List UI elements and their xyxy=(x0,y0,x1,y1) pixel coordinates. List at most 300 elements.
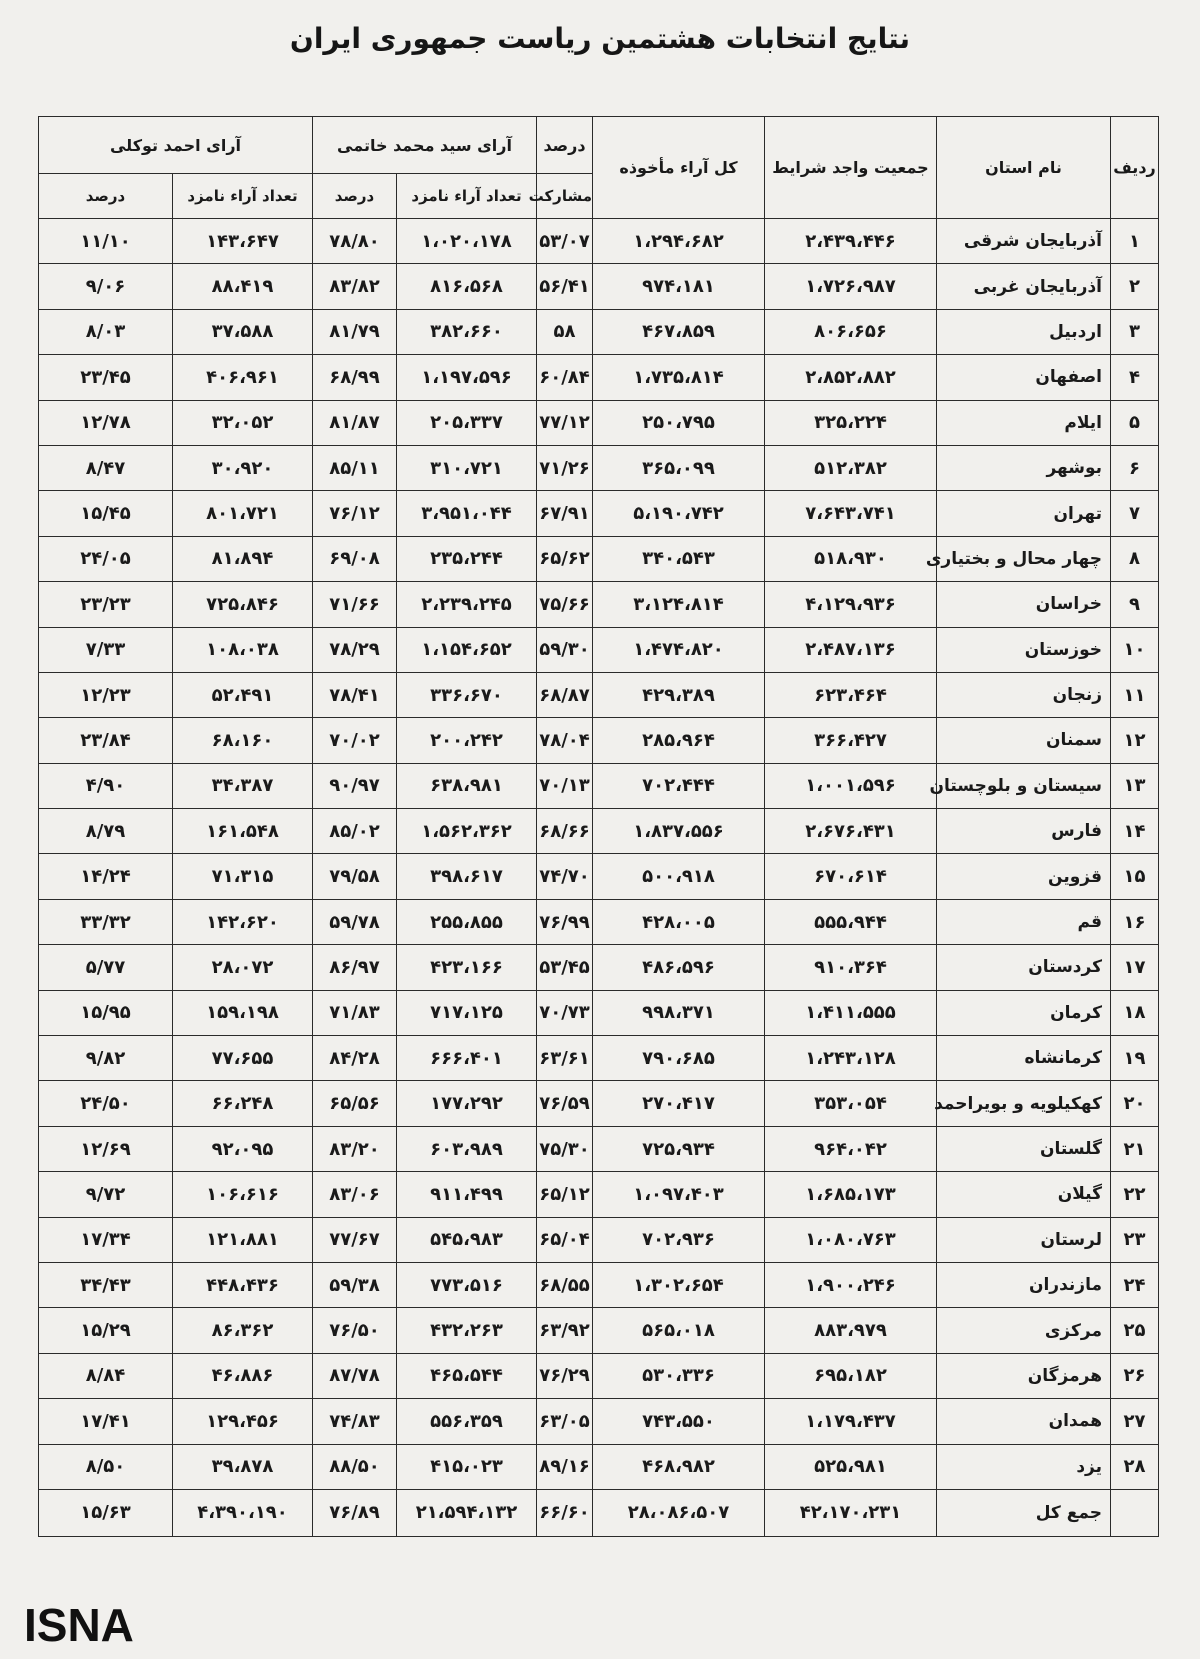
header-khatami-percent: درصد xyxy=(313,174,397,219)
table-row xyxy=(39,854,1159,899)
eligible-population: ۶۷۰،۶۱۴ xyxy=(765,854,937,899)
eligible-population: ۵۲۵،۹۸۱ xyxy=(765,1444,937,1489)
row-number: ۱ xyxy=(1111,219,1159,264)
row-number: ۶ xyxy=(1111,445,1159,490)
total-votes: ۵۶۵،۰۱۸ xyxy=(593,1308,765,1353)
eligible-population: ۷،۶۴۳،۷۴۱ xyxy=(765,491,937,536)
province-name: گیلان xyxy=(937,1172,1111,1217)
total-votes: ۲۸۵،۹۶۴ xyxy=(593,718,765,763)
table-row xyxy=(39,1444,1159,1489)
province-name: بوشهر xyxy=(937,445,1111,490)
table-row xyxy=(39,536,1159,581)
table-row xyxy=(39,1217,1159,1262)
eligible-population: ۵۱۸،۹۳۰ xyxy=(765,536,937,581)
turnout-percent: ۷۶/۲۹ xyxy=(537,1353,593,1398)
eligible-population: ۱،۱۷۹،۴۳۷ xyxy=(765,1399,937,1444)
total-votes: ۱،۲۹۴،۶۸۲ xyxy=(593,219,765,264)
row-number: ۹ xyxy=(1111,582,1159,627)
turnout-percent: ۵۸ xyxy=(537,309,593,354)
eligible-population: ۱،۹۰۰،۲۴۶ xyxy=(765,1262,937,1307)
tavakoli-percent: ۱۵/۲۹ xyxy=(39,1308,173,1353)
eligible-population: ۴۲،۱۷۰،۲۳۱ xyxy=(765,1489,937,1536)
khatami-percent: ۹۰/۹۷ xyxy=(313,763,397,808)
tavakoli-percent: ۸/۸۴ xyxy=(39,1353,173,1398)
khatami-votes: ۲۵۵،۸۵۵ xyxy=(397,899,537,944)
total-votes: ۷۲۵،۹۳۴ xyxy=(593,1126,765,1171)
row-number: ۲۷ xyxy=(1111,1399,1159,1444)
table-row xyxy=(39,945,1159,990)
total-votes: ۳۶۵،۰۹۹ xyxy=(593,445,765,490)
eligible-population: ۸۸۳،۹۷۹ xyxy=(765,1308,937,1353)
turnout-percent: ۷۰/۷۳ xyxy=(537,990,593,1035)
khatami-votes: ۴۶۵،۵۴۴ xyxy=(397,1353,537,1398)
khatami-percent: ۸۷/۷۸ xyxy=(313,1353,397,1398)
province-name: مازندران xyxy=(937,1262,1111,1307)
tavakoli-percent: ۷/۳۳ xyxy=(39,627,173,672)
results-table-wrapper xyxy=(38,116,1158,1537)
tavakoli-percent: ۹/۸۲ xyxy=(39,1036,173,1081)
total-votes: ۴۲۸،۰۰۵ xyxy=(593,899,765,944)
total-votes: ۴۲۹،۳۸۹ xyxy=(593,672,765,717)
tavakoli-percent: ۱۴/۲۴ xyxy=(39,854,173,899)
turnout-percent: ۶۸/۵۵ xyxy=(537,1262,593,1307)
tavakoli-votes: ۱۰۸،۰۳۸ xyxy=(173,627,313,672)
row-number: ۲۳ xyxy=(1111,1217,1159,1262)
khatami-percent: ۶۵/۵۶ xyxy=(313,1081,397,1126)
table-row xyxy=(39,582,1159,627)
row-number: ۲۸ xyxy=(1111,1444,1159,1489)
khatami-percent: ۷۱/۸۳ xyxy=(313,990,397,1035)
khatami-votes: ۱،۱۵۴،۶۵۲ xyxy=(397,627,537,672)
tavakoli-votes: ۷۱،۳۱۵ xyxy=(173,854,313,899)
province-name: یزد xyxy=(937,1444,1111,1489)
khatami-votes: ۵۵۶،۳۵۹ xyxy=(397,1399,537,1444)
table-row xyxy=(39,672,1159,717)
total-votes: ۹۹۸،۳۷۱ xyxy=(593,990,765,1035)
khatami-percent: ۸۵/۱۱ xyxy=(313,445,397,490)
row-number: ۱۵ xyxy=(1111,854,1159,899)
tavakoli-percent: ۱۲/۷۸ xyxy=(39,400,173,445)
table-row xyxy=(39,627,1159,672)
khatami-percent: ۸۱/۷۹ xyxy=(313,309,397,354)
tavakoli-percent: ۹/۷۲ xyxy=(39,1172,173,1217)
khatami-votes: ۸۱۶،۵۶۸ xyxy=(397,264,537,309)
turnout-percent: ۵۹/۳۰ xyxy=(537,627,593,672)
turnout-percent: ۷۱/۲۶ xyxy=(537,445,593,490)
total-votes: ۱،۷۳۵،۸۱۴ xyxy=(593,355,765,400)
tavakoli-percent: ۲۴/۵۰ xyxy=(39,1081,173,1126)
khatami-percent: ۷۱/۶۶ xyxy=(313,582,397,627)
header-khatami: آرای سید محمد خاتمی xyxy=(313,117,537,174)
province-name: کهکیلویه و بویراحمد xyxy=(937,1081,1111,1126)
total-votes: ۹۷۴،۱۸۱ xyxy=(593,264,765,309)
khatami-percent: ۷۷/۶۷ xyxy=(313,1217,397,1262)
row-number: ۵ xyxy=(1111,400,1159,445)
total-votes: ۷۴۳،۵۵۰ xyxy=(593,1399,765,1444)
tavakoli-percent: ۱۵/۶۳ xyxy=(39,1489,173,1536)
eligible-population: ۳۵۳،۰۵۴ xyxy=(765,1081,937,1126)
tavakoli-votes: ۲۸،۰۷۲ xyxy=(173,945,313,990)
tavakoli-percent: ۵/۷۷ xyxy=(39,945,173,990)
khatami-votes: ۱۷۷،۲۹۲ xyxy=(397,1081,537,1126)
turnout-percent: ۶۳/۰۵ xyxy=(537,1399,593,1444)
tavakoli-votes: ۳۴،۳۸۷ xyxy=(173,763,313,808)
turnout-percent: ۶۸/۶۶ xyxy=(537,809,593,854)
turnout-percent: ۷۰/۱۳ xyxy=(537,763,593,808)
eligible-population: ۵۵۵،۹۴۴ xyxy=(765,899,937,944)
province-name: ایلام xyxy=(937,400,1111,445)
tavakoli-percent: ۱۱/۱۰ xyxy=(39,219,173,264)
khatami-percent: ۸۵/۰۲ xyxy=(313,809,397,854)
header-khatami-votes: تعداد آراء نامزد xyxy=(397,174,537,219)
khatami-votes: ۳۳۶،۶۷۰ xyxy=(397,672,537,717)
turnout-percent: ۶۰/۸۴ xyxy=(537,355,593,400)
eligible-population: ۵۱۲،۳۸۲ xyxy=(765,445,937,490)
khatami-percent: ۶۸/۹۹ xyxy=(313,355,397,400)
province-name: فارس xyxy=(937,809,1111,854)
header-turnout-top: درصد xyxy=(537,117,593,174)
table-row xyxy=(39,809,1159,854)
tavakoli-votes: ۳۰،۹۲۰ xyxy=(173,445,313,490)
tavakoli-votes: ۳۲،۰۵۲ xyxy=(173,400,313,445)
header-province: نام استان xyxy=(937,117,1111,219)
total-votes: ۷۰۲،۴۴۴ xyxy=(593,763,765,808)
tavakoli-percent: ۱۲/۲۳ xyxy=(39,672,173,717)
province-name: همدان xyxy=(937,1399,1111,1444)
table-row xyxy=(39,491,1159,536)
province-name: سمنان xyxy=(937,718,1111,763)
total-votes: ۱،۳۰۲،۶۵۴ xyxy=(593,1262,765,1307)
khatami-votes: ۶۳۸،۹۸۱ xyxy=(397,763,537,808)
khatami-votes: ۱،۵۶۲،۳۶۲ xyxy=(397,809,537,854)
province-name: کردستان xyxy=(937,945,1111,990)
table-row xyxy=(39,899,1159,944)
row-number: ۱۴ xyxy=(1111,809,1159,854)
table-row xyxy=(39,1399,1159,1444)
tavakoli-votes: ۱۴۲،۶۲۰ xyxy=(173,899,313,944)
row-number: ۱۶ xyxy=(1111,899,1159,944)
province-name: قم xyxy=(937,899,1111,944)
tavakoli-votes: ۸۱،۸۹۴ xyxy=(173,536,313,581)
table-row xyxy=(39,990,1159,1035)
tavakoli-votes: ۵۲،۴۹۱ xyxy=(173,672,313,717)
turnout-percent: ۶۶/۶۰ xyxy=(537,1489,593,1536)
tavakoli-percent: ۱۵/۹۵ xyxy=(39,990,173,1035)
province-name: گلستان xyxy=(937,1126,1111,1171)
tavakoli-votes: ۱۶۱،۵۴۸ xyxy=(173,809,313,854)
total-votes: ۲۸،۰۸۶،۵۰۷ xyxy=(593,1489,765,1536)
tavakoli-percent: ۲۳/۲۳ xyxy=(39,582,173,627)
tavakoli-votes: ۱۲۹،۴۵۶ xyxy=(173,1399,313,1444)
table-row xyxy=(39,1353,1159,1398)
row-number: ۱۰ xyxy=(1111,627,1159,672)
eligible-population: ۹۱۰،۳۶۴ xyxy=(765,945,937,990)
eligible-population: ۹۶۴،۰۴۲ xyxy=(765,1126,937,1171)
tavakoli-votes: ۳۹،۸۷۸ xyxy=(173,1444,313,1489)
khatami-votes: ۷۷۳،۵۱۶ xyxy=(397,1262,537,1307)
tavakoli-votes: ۹۲،۰۹۵ xyxy=(173,1126,313,1171)
total-votes: ۵،۱۹۰،۷۴۲ xyxy=(593,491,765,536)
province-name: اردبیل xyxy=(937,309,1111,354)
province-name: قزوین xyxy=(937,854,1111,899)
khatami-votes: ۴۳۲،۲۶۳ xyxy=(397,1308,537,1353)
row-number: ۲۰ xyxy=(1111,1081,1159,1126)
tavakoli-percent: ۲۳/۴۵ xyxy=(39,355,173,400)
turnout-percent: ۶۸/۸۷ xyxy=(537,672,593,717)
khatami-votes: ۶۶۶،۴۰۱ xyxy=(397,1036,537,1081)
tavakoli-votes: ۶۶،۲۴۸ xyxy=(173,1081,313,1126)
khatami-percent: ۸۱/۸۷ xyxy=(313,400,397,445)
total-votes: ۳،۱۲۴،۸۱۴ xyxy=(593,582,765,627)
khatami-percent: ۵۹/۷۸ xyxy=(313,899,397,944)
eligible-population: ۱،۰۸۰،۷۶۳ xyxy=(765,1217,937,1262)
turnout-percent: ۷۵/۳۰ xyxy=(537,1126,593,1171)
tavakoli-percent: ۲۳/۸۴ xyxy=(39,718,173,763)
khatami-votes: ۳۹۸،۶۱۷ xyxy=(397,854,537,899)
header-total-votes: کل آراء مأخوذه xyxy=(593,117,765,219)
tavakoli-votes: ۳۷،۵۸۸ xyxy=(173,309,313,354)
province-name: لرستان xyxy=(937,1217,1111,1262)
turnout-percent: ۸۹/۱۶ xyxy=(537,1444,593,1489)
row-number: ۱۹ xyxy=(1111,1036,1159,1081)
khatami-votes: ۳،۹۵۱،۰۴۴ xyxy=(397,491,537,536)
province-name: آذربایجان شرقی xyxy=(937,219,1111,264)
khatami-votes: ۲۳۵،۲۴۴ xyxy=(397,536,537,581)
total-votes: ۲۷۰،۴۱۷ xyxy=(593,1081,765,1126)
khatami-percent: ۷۶/۵۰ xyxy=(313,1308,397,1353)
khatami-percent: ۷۶/۱۲ xyxy=(313,491,397,536)
khatami-percent: ۸۳/۸۲ xyxy=(313,264,397,309)
khatami-percent: ۸۳/۰۶ xyxy=(313,1172,397,1217)
khatami-votes: ۱،۰۲۰،۱۷۸ xyxy=(397,219,537,264)
total-votes: ۷۹۰،۶۸۵ xyxy=(593,1036,765,1081)
khatami-percent: ۷۶/۸۹ xyxy=(313,1489,397,1536)
tavakoli-votes: ۷۲۵،۸۴۶ xyxy=(173,582,313,627)
table-row xyxy=(39,309,1159,354)
eligible-population: ۱،۶۸۵،۱۷۳ xyxy=(765,1172,937,1217)
table-row xyxy=(39,445,1159,490)
khatami-votes: ۲۰۵،۳۳۷ xyxy=(397,400,537,445)
khatami-percent: ۷۸/۲۹ xyxy=(313,627,397,672)
tavakoli-votes: ۱۰۶،۶۱۶ xyxy=(173,1172,313,1217)
province-name: کرمان xyxy=(937,990,1111,1035)
tavakoli-votes: ۱۵۹،۱۹۸ xyxy=(173,990,313,1035)
tavakoli-votes: ۸۸،۴۱۹ xyxy=(173,264,313,309)
turnout-percent: ۶۵/۱۲ xyxy=(537,1172,593,1217)
turnout-percent: ۷۸/۰۴ xyxy=(537,718,593,763)
khatami-votes: ۷۱۷،۱۲۵ xyxy=(397,990,537,1035)
row-number: ۱۸ xyxy=(1111,990,1159,1035)
header-tavakoli-votes: تعداد آراء نامزد xyxy=(173,174,313,219)
khatami-votes: ۲۱،۵۹۴،۱۳۲ xyxy=(397,1489,537,1536)
row-number: ۲۲ xyxy=(1111,1172,1159,1217)
khatami-percent: ۷۸/۸۰ xyxy=(313,219,397,264)
row-number: ۴ xyxy=(1111,355,1159,400)
table-row xyxy=(39,1081,1159,1126)
province-name: هرمزگان xyxy=(937,1353,1111,1398)
row-number: ۲۵ xyxy=(1111,1308,1159,1353)
khatami-percent: ۸۶/۹۷ xyxy=(313,945,397,990)
table-row xyxy=(39,400,1159,445)
turnout-percent: ۷۵/۶۶ xyxy=(537,582,593,627)
tavakoli-percent: ۸/۷۹ xyxy=(39,809,173,854)
tavakoli-percent: ۴/۹۰ xyxy=(39,763,173,808)
khatami-votes: ۹۱۱،۴۹۹ xyxy=(397,1172,537,1217)
header-tavakoli-percent: درصد xyxy=(39,174,173,219)
tavakoli-percent: ۸/۰۳ xyxy=(39,309,173,354)
total-votes: ۷۰۲،۹۳۶ xyxy=(593,1217,765,1262)
tavakoli-votes: ۴۴۸،۴۳۶ xyxy=(173,1262,313,1307)
total-votes: ۱،۸۳۷،۵۵۶ xyxy=(593,809,765,854)
tavakoli-votes: ۱۲۱،۸۸۱ xyxy=(173,1217,313,1262)
province-name: چهار محال و بختیاری xyxy=(937,536,1111,581)
table-row xyxy=(39,1126,1159,1171)
turnout-percent: ۷۶/۵۹ xyxy=(537,1081,593,1126)
tavakoli-votes: ۴۰۶،۹۶۱ xyxy=(173,355,313,400)
tavakoli-percent: ۳۴/۴۳ xyxy=(39,1262,173,1307)
turnout-percent: ۶۳/۹۲ xyxy=(537,1308,593,1353)
header-row-number: ردیف xyxy=(1111,117,1159,219)
khatami-votes: ۳۱۰،۷۲۱ xyxy=(397,445,537,490)
row-number: ۸ xyxy=(1111,536,1159,581)
tavakoli-votes: ۶۸،۱۶۰ xyxy=(173,718,313,763)
tavakoli-votes: ۴،۳۹۰،۱۹۰ xyxy=(173,1489,313,1536)
tavakoli-percent: ۱۵/۴۵ xyxy=(39,491,173,536)
row-number: ۷ xyxy=(1111,491,1159,536)
tavakoli-percent: ۱۷/۳۴ xyxy=(39,1217,173,1262)
total-votes: ۴۶۸،۹۸۲ xyxy=(593,1444,765,1489)
eligible-population: ۴،۱۲۹،۹۳۶ xyxy=(765,582,937,627)
tavakoli-percent: ۱۲/۶۹ xyxy=(39,1126,173,1171)
header-eligible: جمعیت واجد شرایط xyxy=(765,117,937,219)
total-row xyxy=(39,1489,1159,1536)
eligible-population: ۶۲۳،۴۶۴ xyxy=(765,672,937,717)
row-number: ۲۴ xyxy=(1111,1262,1159,1307)
tavakoli-votes: ۷۷،۶۵۵ xyxy=(173,1036,313,1081)
province-name: اصفهان xyxy=(937,355,1111,400)
row-number: ۲ xyxy=(1111,264,1159,309)
tavakoli-percent: ۹/۰۶ xyxy=(39,264,173,309)
table-row xyxy=(39,1308,1159,1353)
table-row xyxy=(39,355,1159,400)
table-row xyxy=(39,1036,1159,1081)
province-name: آذربایجان غربی xyxy=(937,264,1111,309)
table-row xyxy=(39,1172,1159,1217)
khatami-percent: ۷۹/۵۸ xyxy=(313,854,397,899)
tavakoli-votes: ۱۴۳،۶۴۷ xyxy=(173,219,313,264)
khatami-votes: ۴۲۳،۱۶۶ xyxy=(397,945,537,990)
turnout-percent: ۶۵/۶۲ xyxy=(537,536,593,581)
total-votes: ۴۸۶،۵۹۶ xyxy=(593,945,765,990)
khatami-percent: ۷۴/۸۳ xyxy=(313,1399,397,1444)
table-row xyxy=(39,763,1159,808)
eligible-population: ۱،۴۱۱،۵۵۵ xyxy=(765,990,937,1035)
results-table-body xyxy=(39,219,1159,1537)
eligible-population: ۲،۴۳۹،۴۴۶ xyxy=(765,219,937,264)
header-tavakoli: آرای احمد توکلی xyxy=(39,117,313,174)
province-name: جمع کل xyxy=(937,1489,1111,1536)
total-votes: ۵۰۰،۹۱۸ xyxy=(593,854,765,899)
turnout-percent: ۷۶/۹۹ xyxy=(537,899,593,944)
row-number: ۳ xyxy=(1111,309,1159,354)
turnout-percent: ۵۶/۴۱ xyxy=(537,264,593,309)
eligible-population: ۸۰۶،۶۵۶ xyxy=(765,309,937,354)
row-number: ۱۷ xyxy=(1111,945,1159,990)
turnout-percent: ۵۳/۰۷ xyxy=(537,219,593,264)
total-votes: ۱،۰۹۷،۴۰۳ xyxy=(593,1172,765,1217)
province-name: کرمانشاه xyxy=(937,1036,1111,1081)
eligible-population: ۲،۴۸۷،۱۳۶ xyxy=(765,627,937,672)
row-number: ۱۳ xyxy=(1111,763,1159,808)
turnout-percent: ۷۴/۷۰ xyxy=(537,854,593,899)
total-votes: ۱،۴۷۴،۸۲۰ xyxy=(593,627,765,672)
khatami-percent: ۸۸/۵۰ xyxy=(313,1444,397,1489)
row-number xyxy=(1111,1489,1159,1536)
province-name: تهران xyxy=(937,491,1111,536)
page-title: نتایج انتخابات هشتمین ریاست جمهوری ایران xyxy=(289,22,911,55)
turnout-percent: ۶۳/۶۱ xyxy=(537,1036,593,1081)
khatami-percent: ۷۰/۰۲ xyxy=(313,718,397,763)
eligible-population: ۱،۰۰۱،۵۹۶ xyxy=(765,763,937,808)
khatami-votes: ۲،۲۳۹،۲۴۵ xyxy=(397,582,537,627)
header-turnout-bottom: مشارکت xyxy=(537,174,593,219)
province-name: مرکزی xyxy=(937,1308,1111,1353)
khatami-percent: ۸۴/۲۸ xyxy=(313,1036,397,1081)
khatami-percent: ۵۹/۳۸ xyxy=(313,1262,397,1307)
table-row xyxy=(39,718,1159,763)
tavakoli-percent: ۸/۵۰ xyxy=(39,1444,173,1489)
total-votes: ۴۶۷،۸۵۹ xyxy=(593,309,765,354)
turnout-percent: ۷۷/۱۲ xyxy=(537,400,593,445)
province-name: سیستان و بلوچستان xyxy=(937,763,1111,808)
row-number: ۱۱ xyxy=(1111,672,1159,717)
khatami-votes: ۱،۱۹۷،۵۹۶ xyxy=(397,355,537,400)
province-name: زنجان xyxy=(937,672,1111,717)
eligible-population: ۱،۲۴۳،۱۲۸ xyxy=(765,1036,937,1081)
province-name: خوزستان xyxy=(937,627,1111,672)
eligible-population: ۱،۷۲۶،۹۸۷ xyxy=(765,264,937,309)
table-row xyxy=(39,264,1159,309)
turnout-percent: ۵۳/۴۵ xyxy=(537,945,593,990)
table-row xyxy=(39,1262,1159,1307)
total-votes: ۲۵۰،۷۹۵ xyxy=(593,400,765,445)
turnout-percent: ۶۷/۹۱ xyxy=(537,491,593,536)
eligible-population: ۶۹۵،۱۸۲ xyxy=(765,1353,937,1398)
khatami-votes: ۴۱۵،۰۲۳ xyxy=(397,1444,537,1489)
tavakoli-percent: ۱۷/۴۱ xyxy=(39,1399,173,1444)
row-number: ۲۶ xyxy=(1111,1353,1159,1398)
row-number: ۱۲ xyxy=(1111,718,1159,763)
total-votes: ۳۴۰،۵۴۳ xyxy=(593,536,765,581)
total-votes: ۵۳۰،۳۳۶ xyxy=(593,1353,765,1398)
tavakoli-percent: ۲۴/۰۵ xyxy=(39,536,173,581)
tavakoli-percent: ۸/۴۷ xyxy=(39,445,173,490)
tavakoli-percent: ۳۳/۳۲ xyxy=(39,899,173,944)
khatami-percent: ۸۳/۲۰ xyxy=(313,1126,397,1171)
table-row xyxy=(39,219,1159,264)
khatami-votes: ۲۰۰،۲۴۲ xyxy=(397,718,537,763)
khatami-votes: ۵۴۵،۹۸۳ xyxy=(397,1217,537,1262)
results-table xyxy=(38,116,1159,1537)
isna-logo: ISNA xyxy=(24,1599,134,1651)
eligible-population: ۲،۸۵۲،۸۸۲ xyxy=(765,355,937,400)
tavakoli-votes: ۸۶،۳۶۲ xyxy=(173,1308,313,1353)
tavakoli-votes: ۸۰۱،۷۲۱ xyxy=(173,491,313,536)
eligible-population: ۳۶۶،۴۲۷ xyxy=(765,718,937,763)
province-name: خراسان xyxy=(937,582,1111,627)
tavakoli-votes: ۴۶،۸۸۶ xyxy=(173,1353,313,1398)
turnout-percent: ۶۵/۰۴ xyxy=(537,1217,593,1262)
